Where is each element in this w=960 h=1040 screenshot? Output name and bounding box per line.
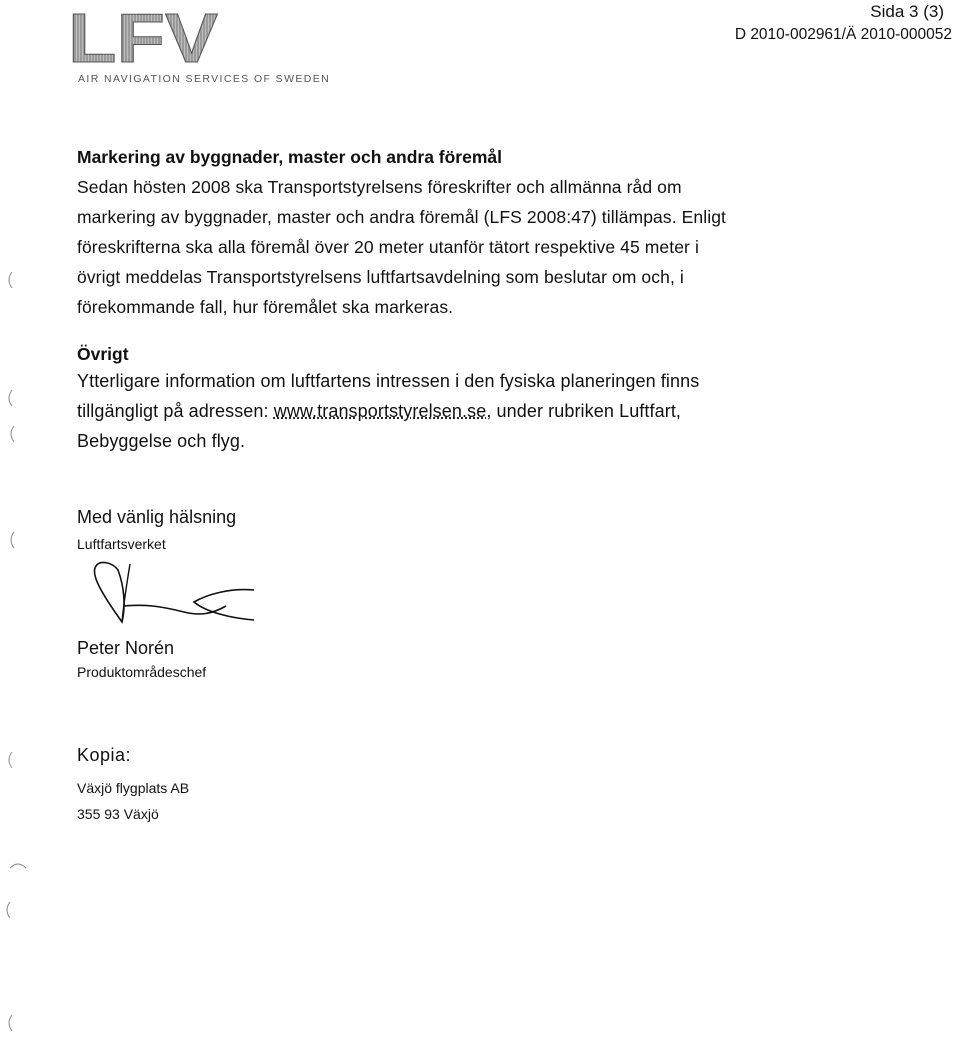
organization-name: Luftfartsverket <box>77 536 166 552</box>
section-heading-other: Övrigt <box>77 344 129 364</box>
paragraph-line: förekommande fall, hur föremålet ska markeras. <box>77 297 454 317</box>
paragraph-line: Ytterligare information om luftfartens intressen i den fysiska planeringen finns <box>77 371 700 391</box>
section-body-marking <box>77 172 726 322</box>
paragraph-line: övrigt meddelas Transportstyrelsens luftfartsavdelning som beslutar om och, i <box>77 267 684 287</box>
page-number: Sida 3 (3) <box>870 2 944 21</box>
copy-recipient: Växjö flygplats AB <box>77 780 190 796</box>
line-text: tillgängligt på adressen: <box>77 401 274 421</box>
copy-address: 355 93 Växjö <box>77 806 159 822</box>
handwritten-signature <box>88 560 258 640</box>
website-link[interactable]: www.transportstyrelsen.se <box>273 401 487 421</box>
paragraph-line <box>77 396 699 426</box>
section-body-other <box>77 366 699 456</box>
document-reference: D 2010-002961/Ä 2010-000052 <box>734 26 952 43</box>
paragraph-line: markering av byggnader, master och andra föremål (LFS 2008:47) tillämpas. Enligt <box>77 207 727 227</box>
lfv-logo <box>64 4 224 68</box>
signer-title: Produktområdeschef <box>77 664 207 680</box>
paragraph-line: Bebyggelse och flyg. <box>77 431 246 451</box>
line-text: , under rubriken Luftfart, <box>486 401 682 421</box>
signer-name: Peter Norén <box>77 638 175 658</box>
copy-label: Kopia: <box>77 745 132 765</box>
svg-text:LFV: LFV <box>68 4 219 68</box>
paragraph-line: föreskrifterna ska alla föremål över 20 meter utanför tätort respektive 45 meter i <box>77 237 699 257</box>
section-heading-marking: Markering av byggnader, master och andra föremål <box>77 147 503 167</box>
margin-punch-marks <box>0 240 40 1040</box>
closing-greeting: Med vänlig hälsning <box>77 507 237 527</box>
paragraph-line: Sedan hösten 2008 ska Transportstyrelsens föreskrifter och allmänna råd om <box>77 177 682 197</box>
logo-subtitle: AIR NAVIGATION SERVICES OF SWEDEN <box>78 73 331 85</box>
